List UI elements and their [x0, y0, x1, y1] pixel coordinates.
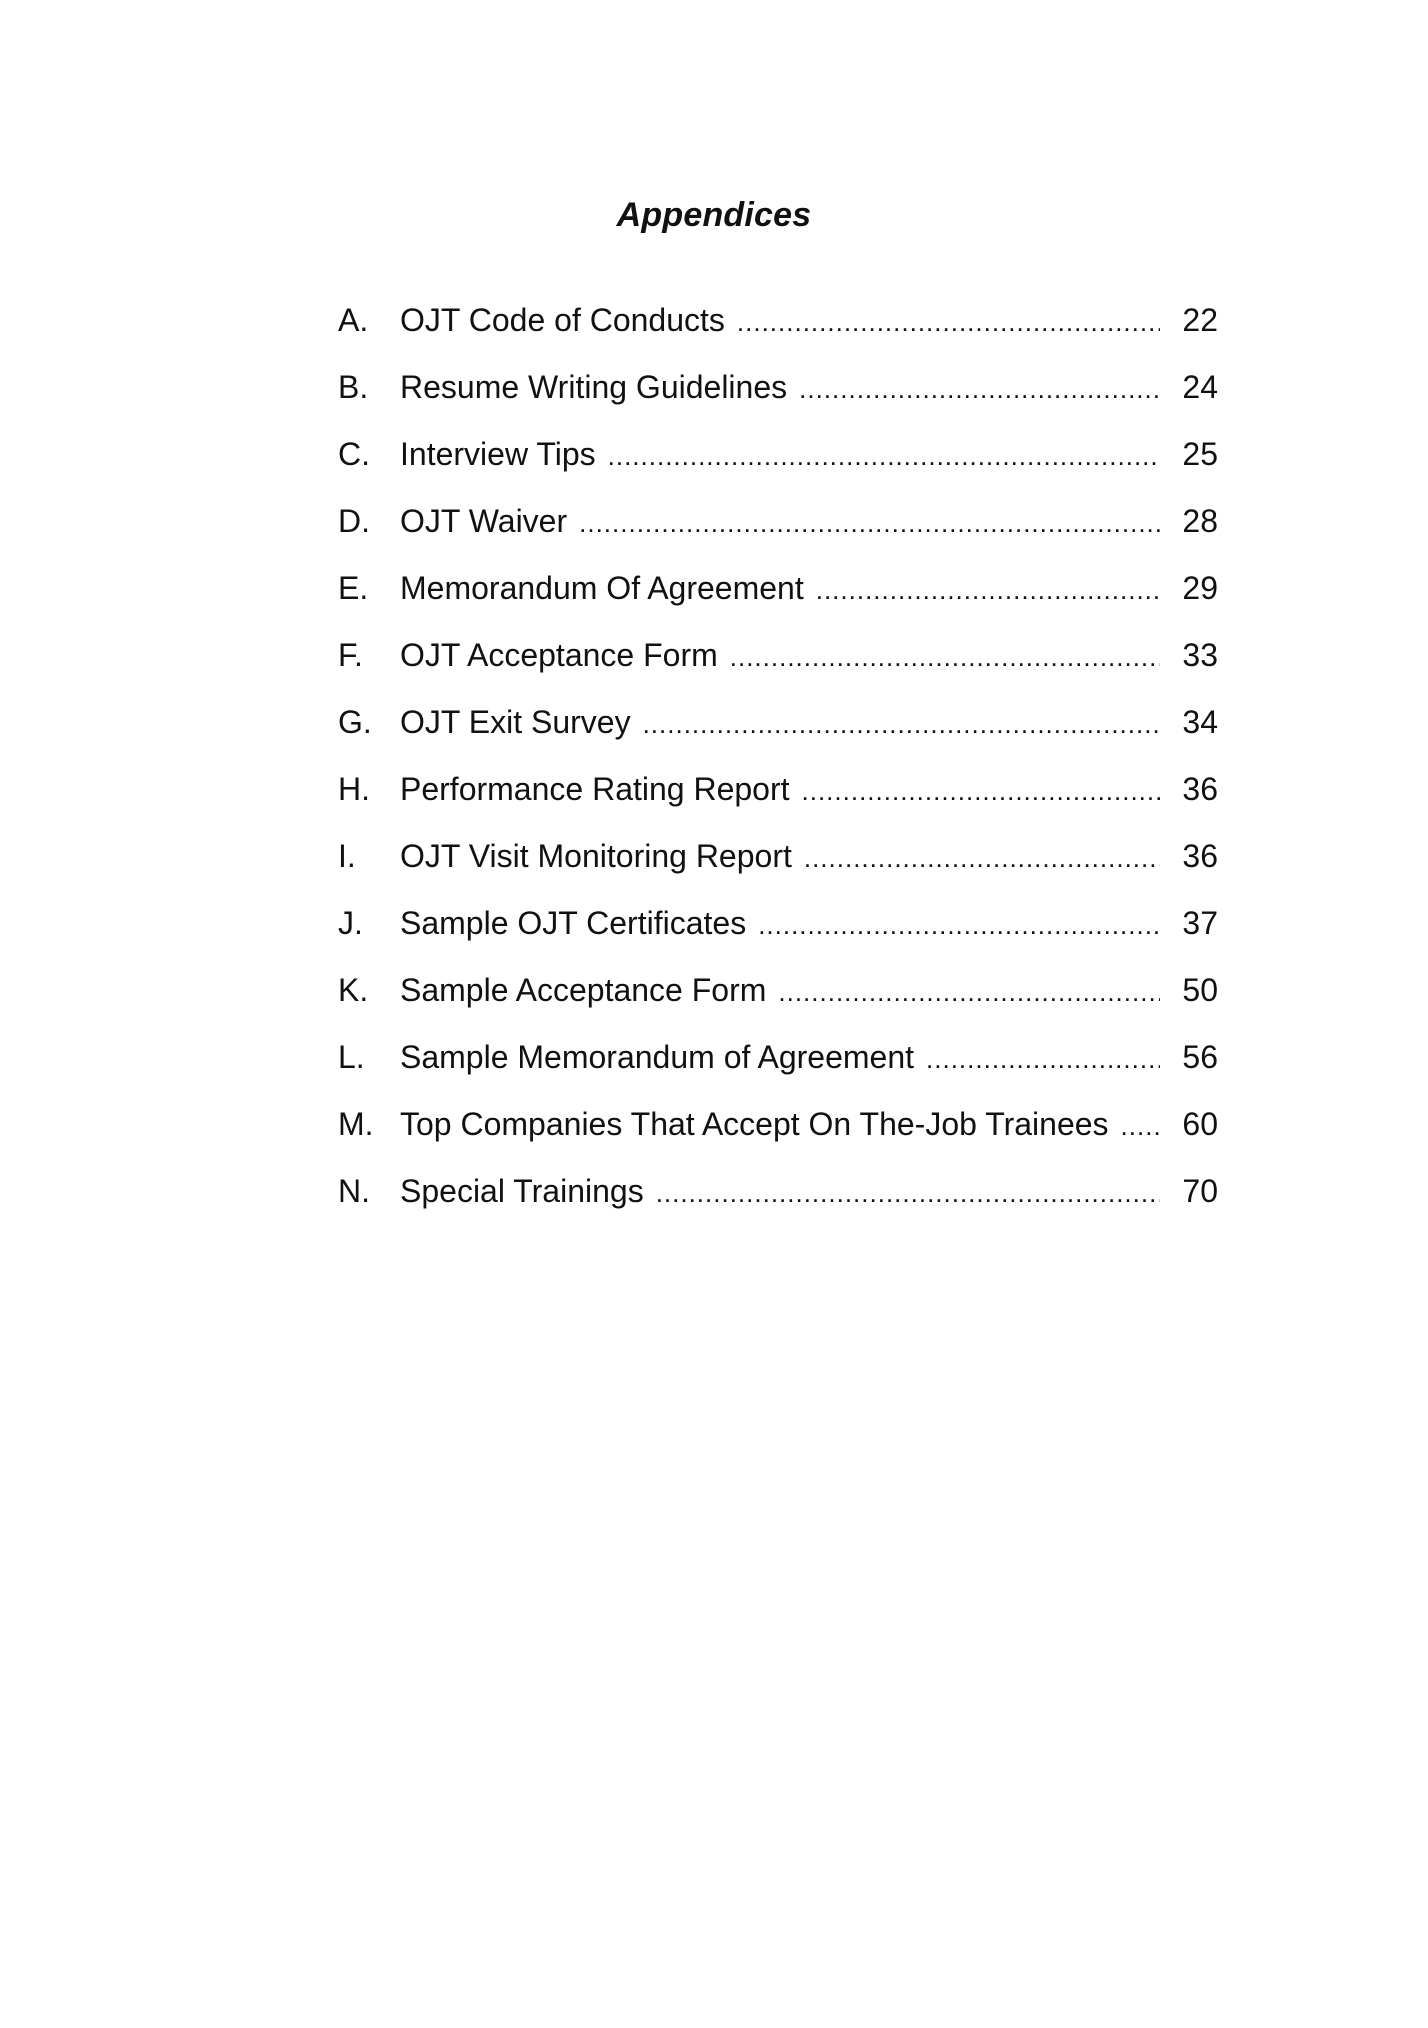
dot-leader: [656, 1168, 1160, 1218]
entry-page-number: 28: [1182, 503, 1218, 539]
toc-entry: [338, 429, 1218, 496]
toc-entry: [338, 362, 1218, 429]
entry-title: Top Companies That Accept On The-Job Trainees: [400, 1106, 1109, 1142]
dot-leader: [804, 833, 1160, 883]
dot-leader: [778, 967, 1160, 1017]
toc-entry: [338, 630, 1218, 697]
toc-entry: [338, 295, 1218, 362]
toc-entry: [338, 965, 1218, 1032]
entry-title: OJT Waiver: [400, 503, 568, 539]
entry-title: Memorandum Of Agreement: [400, 570, 804, 606]
toc-entry: [338, 563, 1218, 630]
toc-entry: [338, 496, 1218, 563]
dot-leader: [799, 364, 1160, 414]
entry-letter: F.: [338, 637, 363, 673]
entry-page-number: 70: [1182, 1173, 1218, 1209]
entry-title: Special Trainings: [400, 1173, 644, 1209]
dot-leader: [802, 766, 1160, 816]
dot-leader: [926, 1034, 1160, 1084]
entry-page-number: 36: [1182, 771, 1218, 807]
toc-entry: [338, 898, 1218, 965]
entry-page-number: 24: [1182, 369, 1218, 405]
entry-title: Sample Acceptance Form: [400, 972, 767, 1008]
entry-page-number: 36: [1182, 838, 1218, 874]
toc-entry: [338, 697, 1218, 764]
entry-title: OJT Exit Survey: [400, 704, 631, 740]
entry-page-number: 25: [1182, 436, 1218, 472]
toc-entry: [338, 764, 1218, 831]
entry-title: OJT Visit Monitoring Report: [400, 838, 792, 874]
entry-letter: M.: [338, 1106, 374, 1142]
dot-leader: [1121, 1101, 1160, 1151]
dot-leader: [608, 431, 1160, 481]
entry-letter: I.: [338, 838, 356, 874]
entry-page-number: 34: [1182, 704, 1218, 740]
appendix-list: [338, 295, 1218, 1233]
entry-title: Sample OJT Certificates: [400, 905, 747, 941]
dot-leader: [730, 632, 1160, 682]
entry-title: Sample Memorandum of Agreement: [400, 1039, 915, 1075]
entry-page-number: 37: [1182, 905, 1218, 941]
entry-letter: E.: [338, 570, 369, 606]
entry-title: Resume Writing Guidelines: [400, 369, 788, 405]
toc-entry: [338, 1032, 1218, 1099]
entry-title: OJT Code of Conducts: [400, 302, 725, 338]
entry-letter: D.: [338, 503, 370, 539]
entry-title: Interview Tips: [400, 436, 596, 472]
entry-page-number: 60: [1182, 1106, 1218, 1142]
entry-letter: G.: [338, 704, 372, 740]
dot-leader: [737, 297, 1160, 347]
entry-letter: H.: [338, 771, 370, 807]
entry-letter: K.: [338, 972, 369, 1008]
dot-leader: [816, 565, 1160, 615]
entry-page-number: 22: [1182, 302, 1218, 338]
dot-leader: [579, 498, 1160, 548]
entry-letter: J.: [338, 905, 363, 941]
entry-letter: C.: [338, 436, 370, 472]
page-title: Appendices: [616, 196, 812, 234]
entry-page-number: 56: [1182, 1039, 1218, 1075]
entry-page-number: 50: [1182, 972, 1218, 1008]
entry-page-number: 33: [1182, 637, 1218, 673]
toc-entry: [338, 1099, 1218, 1166]
dot-leader: [643, 699, 1160, 749]
entry-letter: L.: [338, 1039, 365, 1075]
dot-leader: [758, 900, 1160, 950]
entry-letter: N.: [338, 1173, 370, 1209]
entry-letter: A.: [338, 302, 369, 338]
entry-letter: B.: [338, 369, 369, 405]
toc-entry: [338, 831, 1218, 898]
entry-title: Performance Rating Report: [400, 771, 790, 807]
entry-title: OJT Acceptance Form: [400, 637, 718, 673]
toc-entry: [338, 1166, 1218, 1233]
entry-page-number: 29: [1182, 570, 1218, 606]
